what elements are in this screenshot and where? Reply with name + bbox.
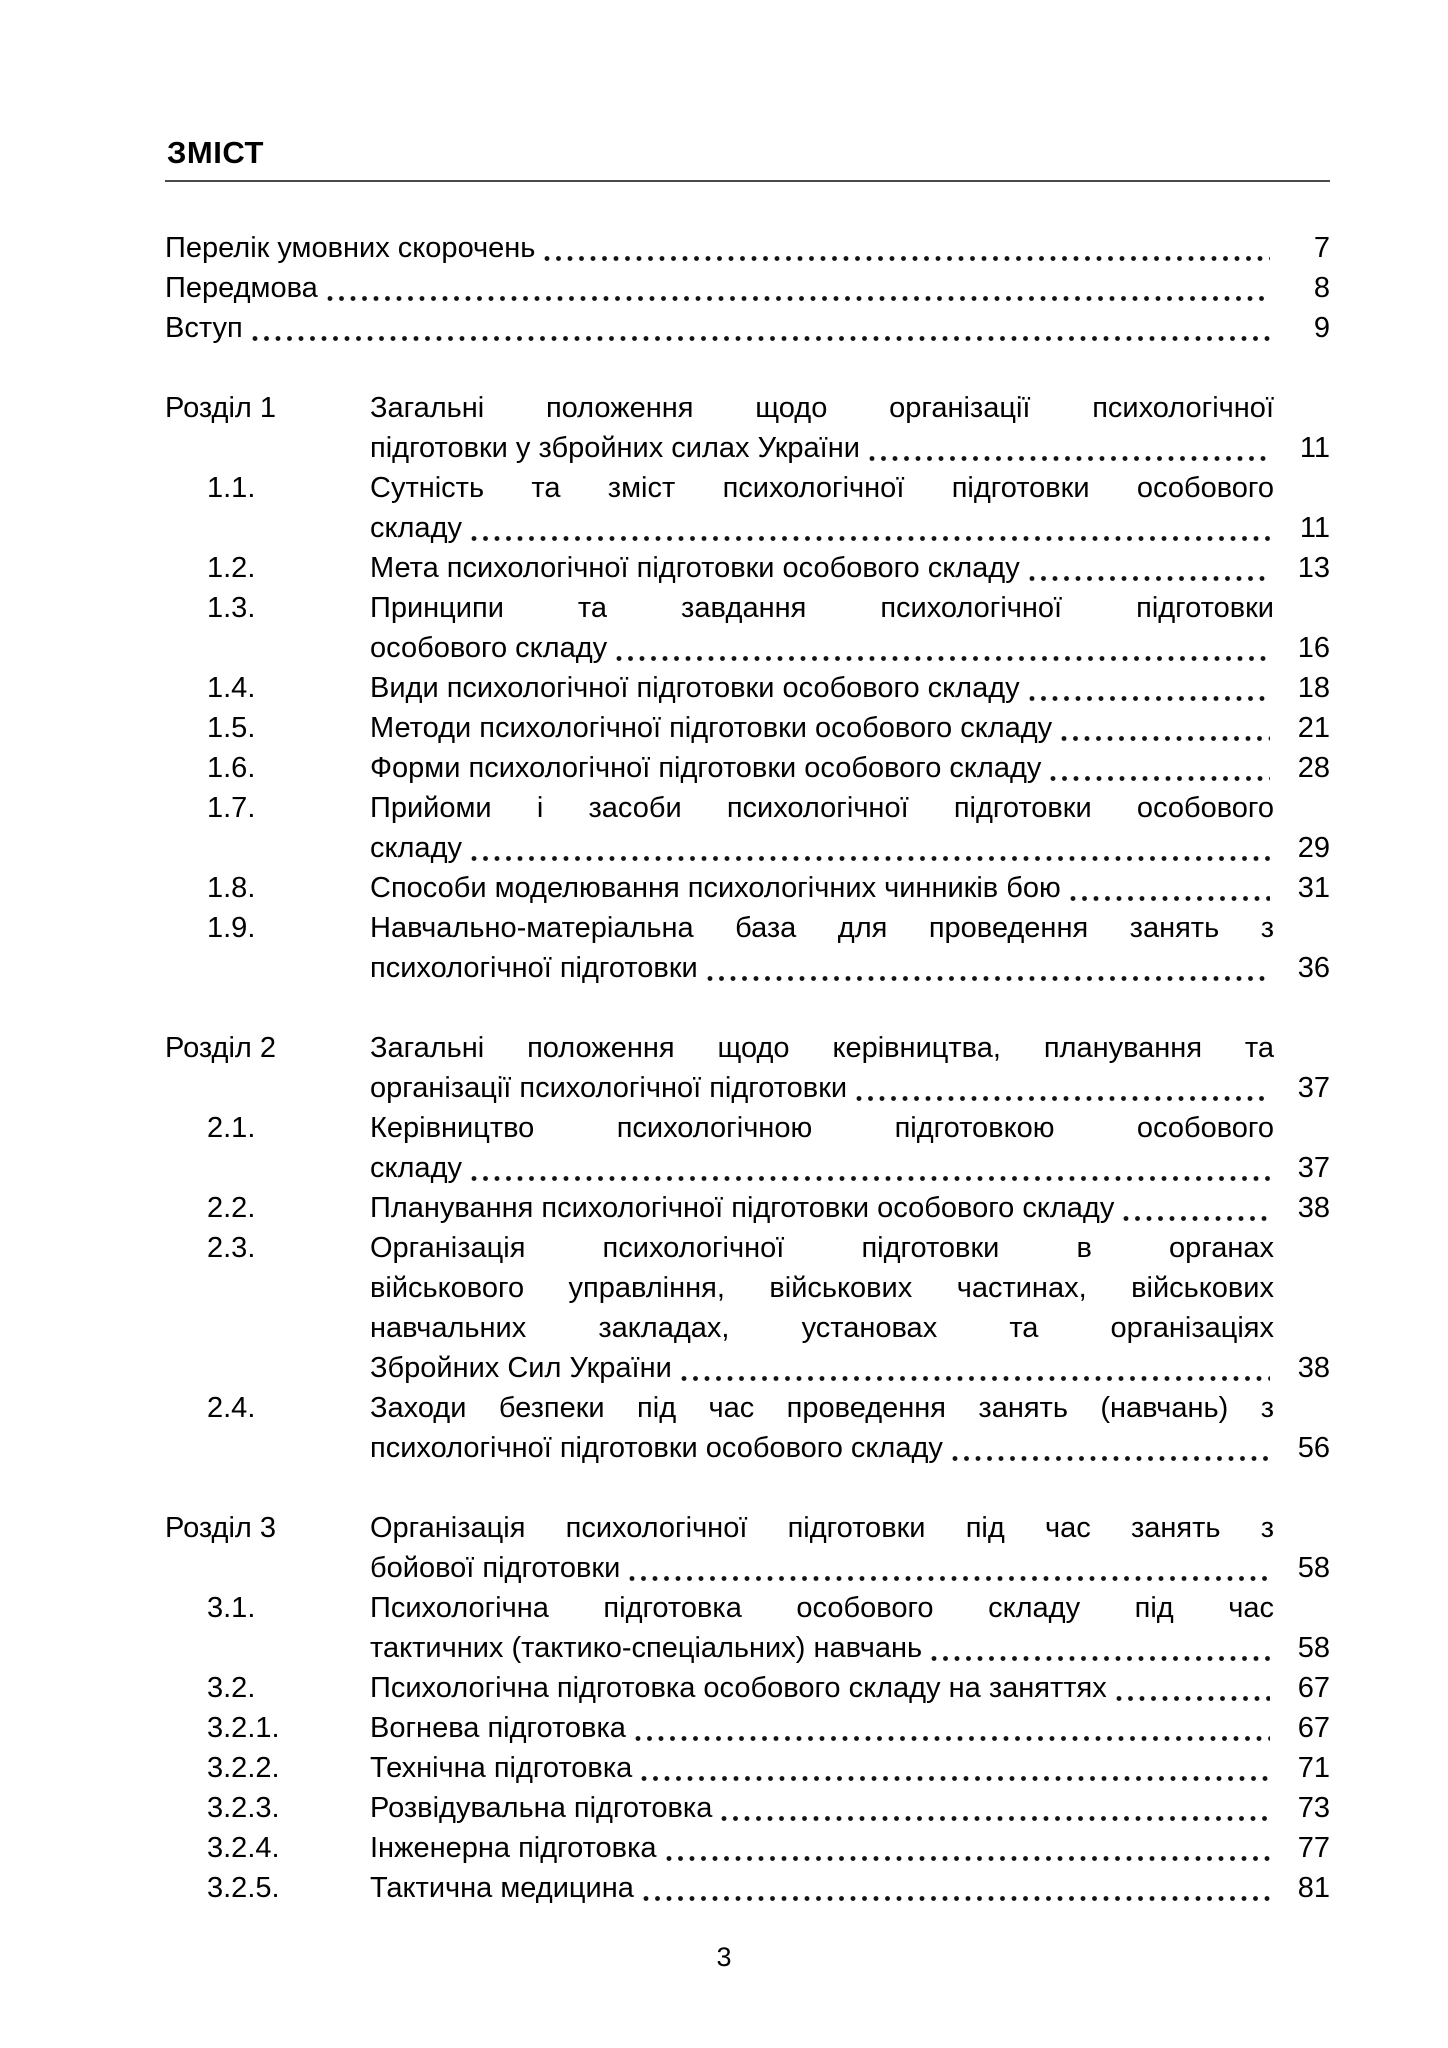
page-title-block <box>165 136 1330 182</box>
entry-page-number: 13 <box>1297 552 1330 584</box>
entry-page-number: 16 <box>1297 632 1330 664</box>
entry-label: 1.5. <box>207 712 256 744</box>
dot-leader <box>1029 695 1270 702</box>
entry-title-line: Прийоми і засоби психологічної підготовки особового <box>370 792 1274 824</box>
dot-leader <box>931 1655 1270 1662</box>
entry-title <box>370 1748 1274 1788</box>
entry-title-last-line <box>370 1668 1274 1708</box>
entry-title <box>370 468 1274 548</box>
dot-leader <box>1070 895 1270 902</box>
toc-chapter-entry <box>165 1028 1330 1108</box>
entry-label: 3.2.5. <box>207 1872 280 1904</box>
entry-label: 1.4. <box>207 672 256 704</box>
dot-leader <box>471 855 1270 862</box>
entry-page-number: 11 <box>1299 432 1330 464</box>
entry-title <box>370 868 1274 908</box>
dot-leader <box>1061 735 1270 742</box>
entry-label: 1.2. <box>207 552 256 584</box>
entry-title-text: Тактична медицина <box>370 1872 634 1904</box>
entry-title-last-line <box>370 1788 1274 1828</box>
entry-title <box>370 1028 1274 1108</box>
entry-label: 2.3. <box>207 1232 256 1264</box>
entry-title-line: Сутність та зміст психологічної підготовки особового <box>370 472 1274 504</box>
entry-title-text: Види психологічної підготовки особового складу <box>370 672 1020 704</box>
toc-section-entry <box>165 1788 1330 1828</box>
entry-title <box>370 668 1274 708</box>
entry-label: 2.2. <box>207 1192 256 1224</box>
entry-page-number: 77 <box>1297 1832 1330 1864</box>
toc-section-entry <box>165 908 1330 988</box>
dot-leader <box>471 535 1270 542</box>
entry-title-last-line <box>370 1428 1274 1468</box>
toc-section-entry <box>165 668 1330 708</box>
entry-title-last-line <box>370 668 1274 708</box>
entry-title-text: організації психологічної підготовки <box>370 1072 848 1104</box>
dot-leader <box>681 1375 1270 1382</box>
dot-leader <box>666 1855 1270 1862</box>
toc-section-entry <box>165 748 1330 788</box>
entry-title-line: навчальних закладах, установах та організаціях <box>370 1312 1274 1344</box>
entry-page-number: 11 <box>1299 512 1330 544</box>
entry-page-number: 7 <box>1313 232 1330 264</box>
dot-leader <box>707 975 1270 982</box>
entry-label: 1.9. <box>207 912 256 944</box>
entry-title-last-line <box>370 548 1274 588</box>
entry-title-text: Інженерна підготовка <box>370 1832 657 1864</box>
entry-title <box>370 548 1274 588</box>
page-title: ЗМІСТ <box>167 135 264 170</box>
entry-title-last-line <box>165 308 1274 348</box>
entry-title-text: підготовки у збройних силах України <box>370 432 860 464</box>
entry-title-last-line <box>165 228 1274 268</box>
entry-title-line: Організація психологічної підготовки в органах <box>370 1232 1274 1264</box>
entry-page-number: 28 <box>1297 752 1330 784</box>
entry-title <box>370 1788 1274 1828</box>
entry-title-last-line <box>370 1708 1274 1748</box>
entry-label: 1.8. <box>207 872 256 904</box>
entry-page-number: 67 <box>1297 1712 1330 1744</box>
toc-chapter-entry <box>165 1508 1330 1588</box>
toc-section-entry <box>165 1588 1330 1668</box>
entry-title-last-line <box>370 948 1274 988</box>
toc-section-entry <box>165 1388 1330 1468</box>
toc-front-entry <box>165 308 1330 348</box>
entry-title-line: Навчально-матеріальна база для проведення занять з <box>370 912 1274 944</box>
entry-title-text: Перелік умовних скорочень <box>165 232 536 264</box>
entry-page-number: 58 <box>1297 1632 1330 1664</box>
entry-title-text: психологічної підготовки <box>370 952 698 984</box>
toc-section-entry <box>165 1228 1330 1388</box>
entry-title <box>370 1388 1274 1468</box>
entry-title-last-line <box>370 828 1274 868</box>
entry-title-text: Технічна підготовка <box>370 1752 633 1784</box>
entry-title <box>370 1868 1274 1908</box>
entry-title <box>370 588 1274 668</box>
entry-title-text: психологічної підготовки особового складу <box>370 1432 943 1464</box>
entry-page-number: 9 <box>1313 312 1330 344</box>
entry-title-last-line <box>370 868 1274 908</box>
dot-leader <box>1029 575 1270 582</box>
entry-title-text: Вогнева підготовка <box>370 1712 626 1744</box>
entry-label: 3.2. <box>207 1672 256 1704</box>
entry-title-line: Психологічна підготовка особового складу під час <box>370 1592 1274 1624</box>
entry-title <box>165 308 1274 348</box>
entry-title <box>370 788 1274 868</box>
toc-chapter-block <box>165 1508 1330 1908</box>
toc-section-entry <box>165 1828 1330 1868</box>
entry-page-number: 29 <box>1297 832 1330 864</box>
entry-title-last-line <box>370 1348 1274 1388</box>
dot-leader <box>1050 775 1270 782</box>
toc-section-entry <box>165 588 1330 668</box>
entry-page-number: 38 <box>1297 1352 1330 1384</box>
dot-leader <box>471 1175 1270 1182</box>
toc-front-entry <box>165 228 1330 268</box>
dot-leader <box>629 1575 1270 1582</box>
entry-title <box>370 1828 1274 1868</box>
entry-page-number: 71 <box>1297 1752 1330 1784</box>
toc-section-entry <box>165 468 1330 548</box>
entry-title <box>370 388 1274 468</box>
toc-chapter-entry <box>165 388 1330 468</box>
entry-title-line: Організація психологічної підготовки під час занять з <box>370 1512 1274 1544</box>
entry-title-line: військового управління, військових частинах, військових <box>370 1272 1274 1304</box>
entry-title-last-line <box>370 1828 1274 1868</box>
entry-title <box>370 1508 1274 1588</box>
entry-page-number: 73 <box>1297 1792 1330 1824</box>
entry-title-last-line <box>370 628 1274 668</box>
toc-chapter-block <box>165 1028 1330 1468</box>
entry-page-number: 21 <box>1297 712 1330 744</box>
toc-section-entry <box>165 1708 1330 1748</box>
entry-title <box>165 228 1274 268</box>
page-number-footer: 3 <box>716 1942 732 1972</box>
dot-leader <box>327 295 1270 302</box>
toc-section-entry <box>165 708 1330 748</box>
entry-title-text: складу <box>370 512 462 544</box>
dot-leader <box>643 1895 1270 1902</box>
entry-title-last-line <box>370 508 1274 548</box>
entry-title-line: Керівництво психологічною підготовкою особового <box>370 1112 1274 1144</box>
toc-section-entry <box>165 868 1330 908</box>
entry-title <box>370 1228 1274 1388</box>
dot-leader <box>1116 1695 1270 1702</box>
entry-label: Розділ 3 <box>165 1512 277 1544</box>
entry-title-last-line <box>370 1148 1274 1188</box>
entry-title <box>370 1188 1274 1228</box>
entry-title-text: Розвідувальна підготовка <box>370 1792 713 1824</box>
entry-title-last-line <box>370 1628 1274 1668</box>
entry-page-number: 56 <box>1297 1432 1330 1464</box>
dot-leader <box>952 1455 1270 1462</box>
entry-label: 1.3. <box>207 592 256 624</box>
dot-leader <box>721 1815 1270 1822</box>
entry-title-text: складу <box>370 1152 462 1184</box>
entry-page-number: 38 <box>1297 1192 1330 1224</box>
entry-label: 1.7. <box>207 792 256 824</box>
entry-page-number: 81 <box>1297 1872 1330 1904</box>
dot-leader <box>616 655 1270 662</box>
entry-label: 2.1. <box>207 1112 256 1144</box>
entry-label: 1.6. <box>207 752 256 784</box>
entry-title-line: Заходи безпеки під час проведення занять (навчань) з <box>370 1392 1274 1424</box>
entry-title <box>165 268 1274 308</box>
entry-title <box>370 908 1274 988</box>
entry-label: Розділ 2 <box>165 1032 277 1064</box>
entry-label: 2.4. <box>207 1392 256 1424</box>
entry-page-number: 58 <box>1297 1552 1330 1584</box>
dot-leader <box>635 1735 1270 1742</box>
entry-title-last-line <box>370 1748 1274 1788</box>
entry-title <box>370 1668 1274 1708</box>
entry-title-line: Загальні положення щодо керівництва, планування та <box>370 1032 1274 1064</box>
dot-leader <box>252 335 1270 342</box>
entry-title-text: Вступ <box>165 312 243 344</box>
entry-page-number: 67 <box>1297 1672 1330 1704</box>
entry-title-last-line <box>370 1548 1274 1588</box>
toc-section-entry <box>165 1188 1330 1228</box>
entry-title-text: бойової підготовки <box>370 1552 621 1584</box>
entry-page-number: 8 <box>1313 272 1330 304</box>
entry-title-line: Принципи та завдання психологічної підготовки <box>370 592 1274 624</box>
entry-label: 3.2.2. <box>207 1752 280 1784</box>
toc-section-entry <box>165 1748 1330 1788</box>
entry-title-last-line <box>370 748 1274 788</box>
entry-page-number: 37 <box>1297 1152 1330 1184</box>
entry-title-text: складу <box>370 832 462 864</box>
entry-title-text: Психологічна підготовка особового складу на заняттях <box>370 1672 1107 1704</box>
toc-section-entry <box>165 1868 1330 1908</box>
entry-title-last-line <box>165 268 1274 308</box>
entry-page-number: 18 <box>1297 672 1330 704</box>
entry-title-line: Загальні положення щодо організації психологічної <box>370 392 1274 424</box>
entry-title-last-line <box>370 1868 1274 1908</box>
entry-title-last-line <box>370 1188 1274 1228</box>
entry-title <box>370 1588 1274 1668</box>
toc-section-entry <box>165 788 1330 868</box>
entry-title-text: Планування психологічної підготовки особового складу <box>370 1192 1115 1224</box>
entry-title <box>370 708 1274 748</box>
dot-leader <box>869 455 1270 462</box>
toc-section-entry <box>165 548 1330 588</box>
entry-label: 1.1. <box>207 472 256 504</box>
entry-title-text: тактичних (тактико-спеціальних) навчань <box>370 1632 923 1664</box>
dot-leader <box>544 255 1270 262</box>
table-of-contents <box>165 228 1330 1908</box>
entry-title <box>370 1708 1274 1748</box>
entry-title-text: особового складу <box>370 632 608 664</box>
entry-title <box>370 748 1274 788</box>
entry-page-number: 36 <box>1297 952 1330 984</box>
entry-title-text: Мета психологічної підготовки особового складу <box>370 552 1020 584</box>
entry-title-last-line <box>370 428 1274 468</box>
entry-label: 3.2.3. <box>207 1792 280 1824</box>
toc-front-entry <box>165 268 1330 308</box>
entry-page-number: 37 <box>1297 1072 1330 1104</box>
toc-chapter-block <box>165 388 1330 988</box>
dot-leader <box>1123 1215 1270 1222</box>
entry-title-last-line <box>370 1068 1274 1108</box>
entry-title-text: Збройних Сил України <box>370 1352 672 1384</box>
toc-section-entry <box>165 1668 1330 1708</box>
dot-leader <box>856 1095 1270 1102</box>
entry-label: 3.2.4. <box>207 1832 280 1864</box>
entry-label: 3.1. <box>207 1592 256 1624</box>
entry-title <box>370 1108 1274 1188</box>
entry-label: Розділ 1 <box>165 392 277 424</box>
toc-section-entry <box>165 1108 1330 1188</box>
entry-title-text: Методи психологічної підготовки особового складу <box>370 712 1053 744</box>
entry-page-number: 31 <box>1297 872 1330 904</box>
entry-title-text: Передмова <box>165 272 318 304</box>
dot-leader <box>641 1775 1270 1782</box>
entry-title-last-line <box>370 708 1274 748</box>
entry-title-text: Способи моделювання психологічних чинників бою <box>370 872 1061 904</box>
entry-label: 3.2.1. <box>207 1712 280 1744</box>
entry-title-text: Форми психологічної підготовки особового складу <box>370 752 1042 784</box>
